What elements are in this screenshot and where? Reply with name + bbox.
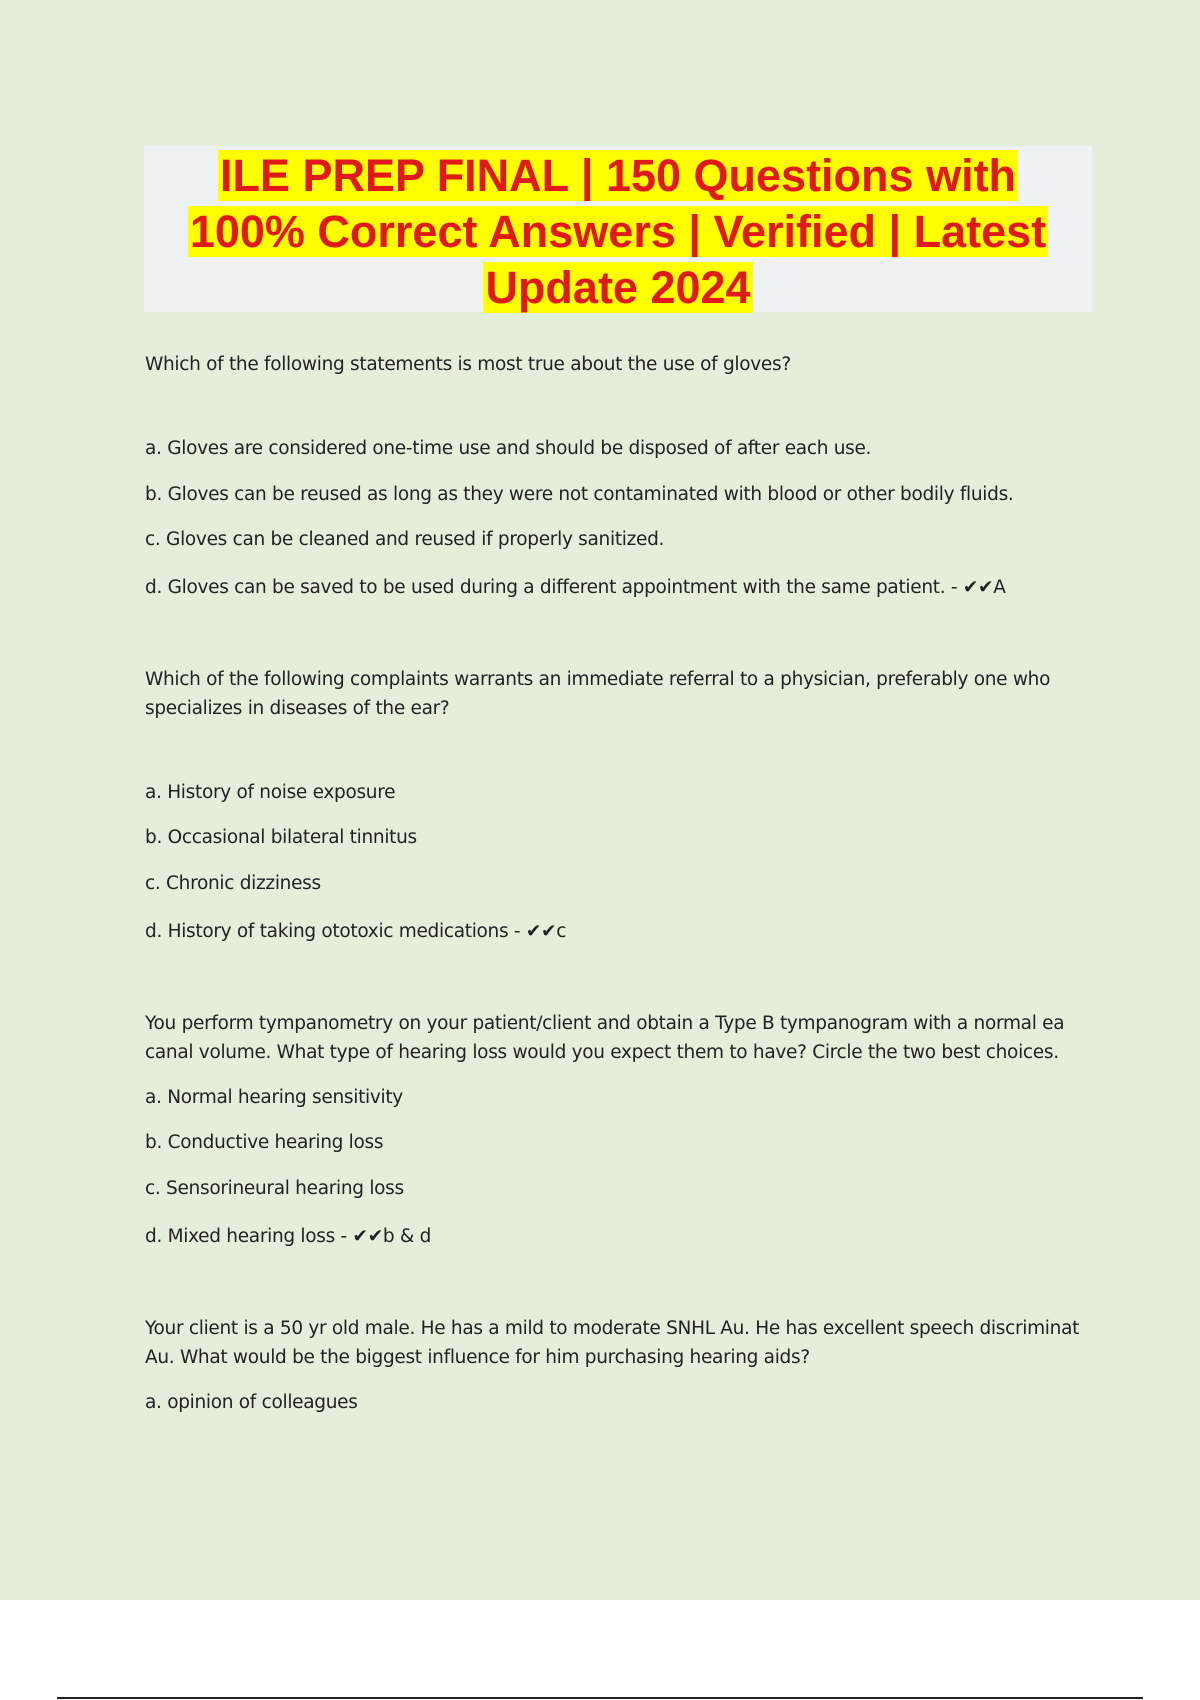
answer-option: a. opinion of colleagues [145, 1392, 358, 1413]
question-text-line: Au. What would be the biggest influence for him purchasing hearing aids? [145, 1347, 810, 1368]
answer-option: a. Normal hearing sensitivity [145, 1087, 403, 1108]
title-line-3: Update 2024 [485, 262, 751, 313]
answer-option-with-key: d. Mixed hearing loss - ✔✔b & d [145, 1226, 432, 1247]
answer-option: b. Conductive hearing loss [145, 1132, 384, 1153]
question-block [145, 665, 1085, 944]
answer-option-with-key: d. Gloves can be saved to be used during a different appointment with the same patient. - ✔✔A [145, 577, 1006, 598]
question-list [145, 350, 1085, 1415]
answer-option: a. Gloves are considered one-time use and should be disposed of after each use. [145, 438, 872, 459]
answer-option: c. Gloves can be cleaned and reused if properly sanitized. [145, 529, 665, 550]
answer-option-with-key: d. History of taking ototoxic medications - ✔✔c [145, 921, 567, 942]
question-text-line: specializes in diseases of the ear? [145, 698, 450, 719]
question-text-line: canal volume. What type of hearing loss would you expect them to have? Circle the two best choices. [145, 1042, 1059, 1063]
answer-option: b. Occasional bilateral tinnitus [145, 827, 417, 848]
footer-divider [57, 1697, 1143, 1699]
question-text: Which of the following statements is most true about the use of gloves? [145, 354, 791, 375]
title-banner [144, 146, 1092, 312]
title-line-2: 100% Correct Answers | Verified | Latest [189, 206, 1047, 257]
question-block [145, 1009, 1085, 1249]
answer-option: c. Chronic dizziness [145, 873, 321, 894]
answer-option: a. History of noise exposure [145, 782, 396, 803]
question-text-line: You perform tympanometry on your patient/client and obtain a Type B tympanogram with a normal ea [145, 1013, 1065, 1034]
question-block [145, 350, 1085, 600]
title-line-1: ILE PREP FINAL | 150 Questions with [219, 150, 1017, 201]
answer-option: b. Gloves can be reused as long as they were not contaminated with blood or other bodily fluids. [145, 484, 1014, 505]
question-text-line: Which of the following complaints warrants an immediate referral to a physician, preferably one who [145, 669, 1051, 690]
document-title [144, 146, 1092, 316]
answer-option: c. Sensorineural hearing loss [145, 1178, 404, 1199]
question-text-line: Your client is a 50 yr old male. He has a mild to moderate SNHL Au. He has excellent speech discriminat [145, 1318, 1080, 1339]
question-block [145, 1314, 1085, 1415]
